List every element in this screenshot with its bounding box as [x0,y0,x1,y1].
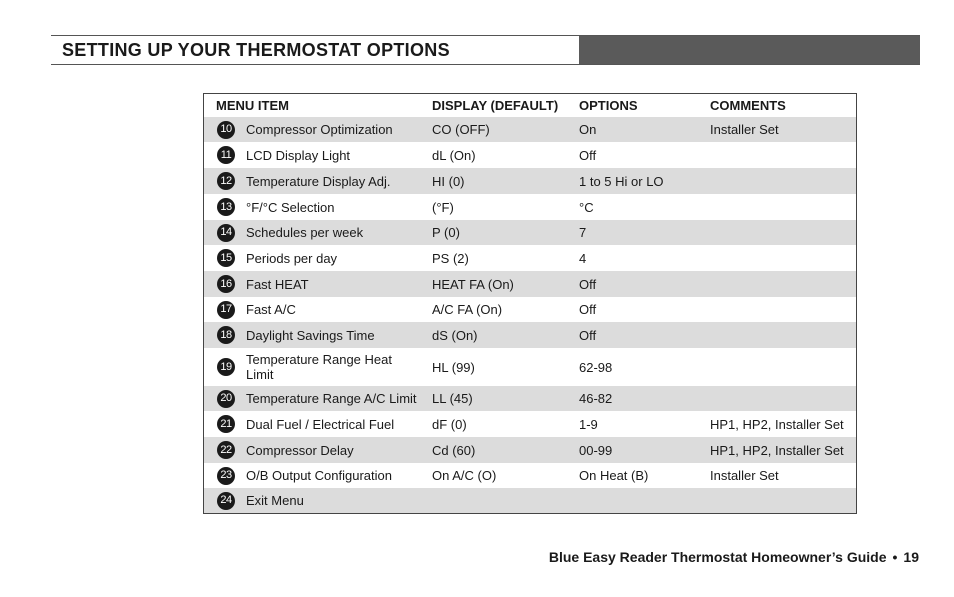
menu-item-cell: Temperature Range Heat Limit [246,352,392,382]
menu-item-cell: Fast HEAT [246,276,309,292]
table-row [204,245,856,271]
item-number-badge: 20 [217,390,235,408]
item-number-badge: 13 [217,198,235,216]
table-row [204,386,856,411]
options-cell: 1 to 5 Hi or LO [579,173,664,189]
menu-item-cell: Exit Menu [246,493,304,508]
comments-cell [710,297,855,322]
page-footer [549,549,919,565]
display-default-cell: Cd (60) [432,442,476,458]
menu-item-cell: Compressor Delay [246,442,354,458]
display-default-cell: A/C FA (On) [432,302,503,317]
comments-cell: Installer Set [710,122,779,137]
guide-title: Blue Easy Reader Thermostat Homeowner’s Guide [548,549,887,565]
menu-item-cell: LCD Display Light [246,147,351,163]
options-cell: 4 [579,250,587,266]
table-row [204,142,856,168]
options-cell: 00-99 [579,442,613,458]
options-cell [579,488,704,513]
item-number-badge: 17 [217,301,235,319]
table-row [204,271,856,297]
options-cell: °C [579,199,594,215]
comments-cell [710,348,855,386]
table-row [204,463,856,488]
bullet-separator: • [892,549,898,565]
column-header-options: OPTIONS [579,98,638,113]
column-header-display: DISPLAY (DEFAULT) [432,98,559,113]
comments-cell: HP1, HP2, Installer Set [710,442,844,458]
display-default-cell: On A/C (O) [432,468,497,483]
comments-cell: Installer Set [710,468,779,483]
comments-cell [710,271,855,297]
page-title: SETTING UP YOUR THERMOSTAT OPTIONS [62,40,450,60]
item-number-badge: 24 [217,492,235,510]
comments-cell [710,245,855,271]
menu-item-cell: Temperature Range A/C Limit [246,391,417,406]
menu-item-cell: Periods per day [246,250,338,266]
options-cell: 46-82 [579,391,613,406]
comments-cell [710,142,855,168]
display-default-cell: P (0) [432,225,460,240]
options-cell: On [579,122,597,137]
table-row [204,297,856,322]
display-default-cell: HI (0) [432,173,465,189]
item-number-badge: 18 [217,326,235,344]
item-number-badge: 11 [217,146,235,164]
options-cell: Off [579,147,597,163]
menu-item-cell: °F/°C Selection [246,199,335,215]
comments-cell [710,220,855,245]
display-default-cell: PS (2) [432,250,469,266]
display-default-cell: (°F) [432,199,454,215]
options-cell: 62-98 [579,359,613,375]
options-cell: On Heat (B) [579,468,649,483]
item-number-badge: 12 [217,172,235,190]
table-row [204,348,856,386]
comments-cell: HP1, HP2, Installer Set [710,416,844,432]
menu-item-cell: Daylight Savings Time [246,327,375,343]
table-row [204,411,856,437]
table-row [204,322,856,348]
display-default-cell: dL (On) [432,147,476,163]
display-default-cell: dS (On) [432,327,478,343]
menu-item-cell: Dual Fuel / Electrical Fuel [246,416,395,432]
item-number-badge: 21 [217,415,235,433]
comments-cell [710,488,855,513]
menu-item-cell: O/B Output Configuration [246,468,392,483]
comments-cell [710,194,855,220]
item-number-badge: 16 [217,275,235,293]
options-cell: Off [579,327,597,343]
comments-cell [710,168,855,194]
table-row [204,220,856,245]
options-cell: Off [579,276,597,292]
menu-item-cell: Fast A/C [246,302,296,317]
item-number-badge: 10 [217,121,235,139]
options-cell: 1-9 [579,416,598,432]
table-row [204,437,856,463]
display-default-cell: HL (99) [432,359,475,375]
options-table [203,93,857,514]
comments-cell [710,322,855,348]
item-number-badge: 22 [217,441,235,459]
column-header-comments: COMMENTS [710,98,786,113]
item-number-badge: 19 [217,358,235,376]
column-header-menu-item: MENU ITEM [216,98,289,113]
item-number-badge: 14 [217,224,235,242]
options-cell: 7 [579,225,587,240]
table-row [204,117,856,142]
options-cell: Off [579,302,597,317]
display-default-cell: HEAT FA (On) [432,276,514,292]
menu-item-cell: Schedules per week [246,225,364,240]
menu-item-cell: Compressor Optimization [246,122,393,137]
display-default-cell: LL (45) [432,391,473,406]
table-row [204,168,856,194]
item-number-badge: 23 [217,467,235,485]
section-header [51,35,920,65]
display-default-cell: CO (OFF) [432,122,490,137]
header-accent-bar [579,36,920,64]
table-row [204,488,856,513]
page-number: 19 [903,549,919,565]
display-default-cell: dF (0) [432,416,467,432]
comments-cell [710,386,855,411]
menu-item-cell: Temperature Display Adj. [246,173,391,189]
table-row [204,194,856,220]
table-header-row [204,94,856,117]
item-number-badge: 15 [217,249,235,267]
display-default-cell [432,488,572,513]
